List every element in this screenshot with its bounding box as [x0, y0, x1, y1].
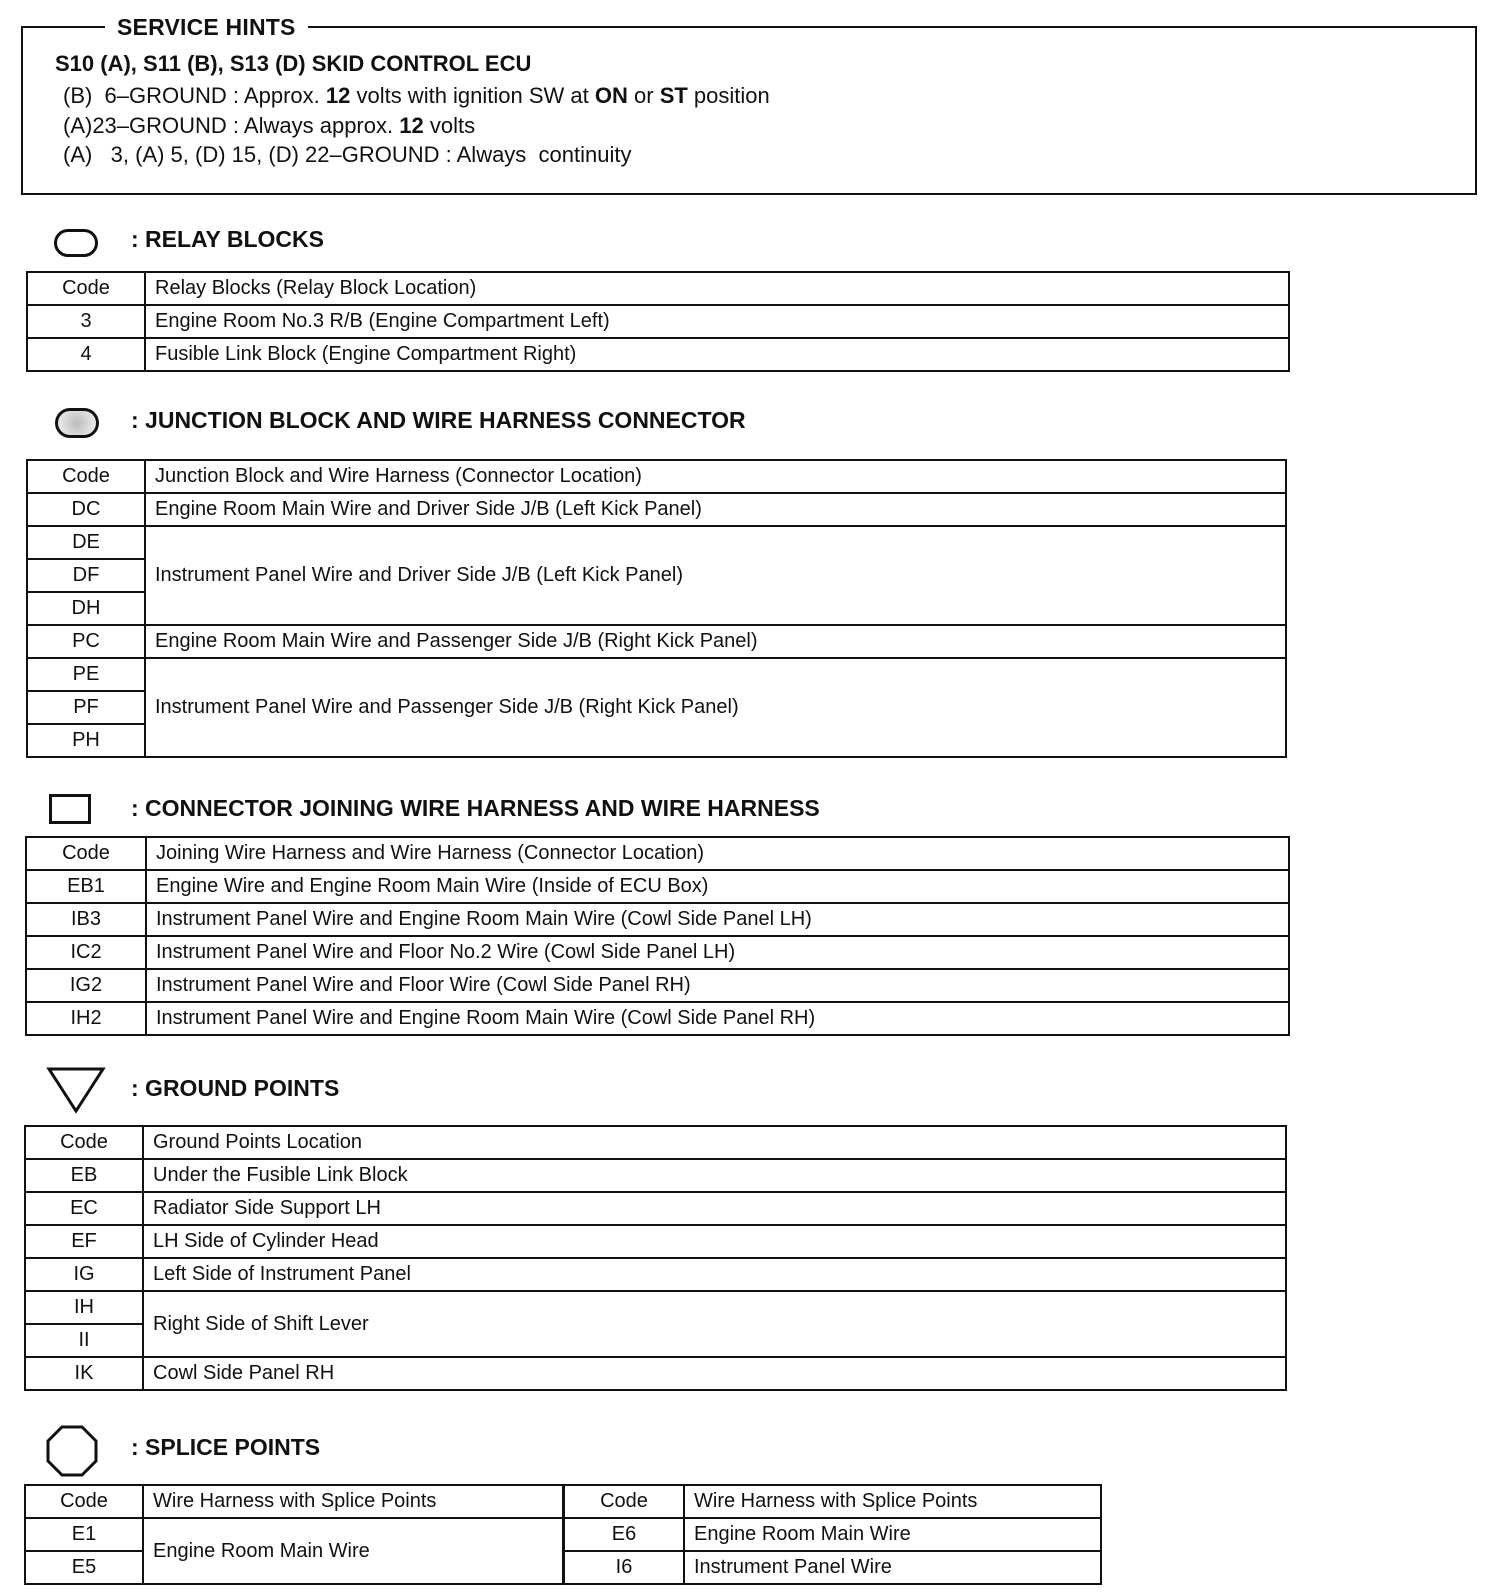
table-row	[25, 1225, 1286, 1258]
rounded-rectangle-icon	[54, 229, 98, 257]
table-row	[26, 903, 1289, 936]
code-header: Code	[27, 272, 145, 305]
wire-harness-cell: Engine Room Main Wire	[684, 1518, 1101, 1551]
table-header-row	[27, 460, 1286, 493]
code-cell: II	[25, 1324, 143, 1357]
octagon-icon	[45, 1424, 99, 1478]
code-cell: PC	[27, 625, 145, 658]
table-row	[25, 1159, 1286, 1192]
code-cell: E1	[25, 1518, 143, 1551]
table-row	[26, 936, 1289, 969]
code-cell: EB	[25, 1159, 143, 1192]
table-row	[27, 305, 1289, 338]
service-hints-title: S10 (A), S11 (B), S13 (D) SKID CONTROL ECU	[55, 51, 532, 76]
code-cell: DC	[27, 493, 145, 526]
table-row	[27, 493, 1286, 526]
service-hint-line-3: (A) 3, (A) 5, (D) 15, (D) 22–GROUND : Always continuity	[63, 142, 632, 167]
location-header: Ground Points Location	[143, 1126, 1286, 1159]
table-row	[564, 1551, 1101, 1584]
junction-block-table	[26, 459, 1287, 758]
code-header: Code	[27, 460, 145, 493]
table-row	[27, 658, 1286, 691]
table-header-row	[27, 272, 1289, 305]
code-cell: E6	[564, 1518, 684, 1551]
rectangle-icon	[49, 794, 91, 824]
code-header: Code	[564, 1485, 684, 1518]
code-header: Code	[25, 1126, 143, 1159]
connector-table	[25, 836, 1290, 1036]
table-header-row	[25, 1126, 1286, 1159]
service-hint-line-2: (A)23–GROUND : Always approx. 12 volts	[63, 113, 476, 138]
location-header: Relay Blocks (Relay Block Location)	[145, 272, 1289, 305]
table-row	[564, 1518, 1101, 1551]
wire-harness-header: Wire Harness with Splice Points	[684, 1485, 1101, 1518]
location-cell: Instrument Panel Wire and Floor Wire (Cowl Side Panel RH)	[146, 969, 1289, 1002]
location-cell: Engine Wire and Engine Room Main Wire (Inside of ECU Box)	[146, 870, 1289, 903]
shaded-rounded-rectangle-icon	[55, 408, 99, 438]
location-cell: Fusible Link Block (Engine Compartment Right)	[145, 338, 1289, 371]
code-cell: IH	[25, 1291, 143, 1324]
location-cell: Cowl Side Panel RH	[143, 1357, 1286, 1390]
splice-points-heading: : SPLICE POINTS	[131, 1434, 321, 1460]
code-cell: 4	[27, 338, 145, 371]
code-cell: PF	[27, 691, 145, 724]
code-cell: I6	[564, 1551, 684, 1584]
wire-harness-cell: Instrument Panel Wire	[684, 1551, 1101, 1584]
code-cell: 3	[27, 305, 145, 338]
code-cell: EF	[25, 1225, 143, 1258]
wire-harness-cell: Engine Room Main Wire	[143, 1518, 563, 1584]
location-header: Junction Block and Wire Harness (Connector Location)	[145, 460, 1286, 493]
table-row	[27, 625, 1286, 658]
location-cell: Engine Room Main Wire and Passenger Side J/B (Right Kick Panel)	[145, 625, 1286, 658]
location-cell: Instrument Panel Wire and Floor No.2 Wire (Cowl Side Panel LH)	[146, 936, 1289, 969]
location-cell: Engine Room No.3 R/B (Engine Compartment Left)	[145, 305, 1289, 338]
table-row	[26, 1002, 1289, 1035]
table-row	[26, 969, 1289, 1002]
code-cell: DH	[27, 592, 145, 625]
location-cell: Instrument Panel Wire and Engine Room Main Wire (Cowl Side Panel RH)	[146, 1002, 1289, 1035]
location-cell: Radiator Side Support LH	[143, 1192, 1286, 1225]
code-cell: EB1	[26, 870, 146, 903]
location-cell: Under the Fusible Link Block	[143, 1159, 1286, 1192]
service-hints-box	[21, 14, 1477, 195]
location-cell: Instrument Panel Wire and Driver Side J/B (Left Kick Panel)	[145, 526, 1286, 625]
table-row	[27, 526, 1286, 559]
location-cell: Left Side of Instrument Panel	[143, 1258, 1286, 1291]
location-cell: Engine Room Main Wire and Driver Side J/B (Left Kick Panel)	[145, 493, 1286, 526]
code-cell: PE	[27, 658, 145, 691]
code-cell: DF	[27, 559, 145, 592]
location-cell: Instrument Panel Wire and Passenger Side J/B (Right Kick Panel)	[145, 658, 1286, 757]
inverted-triangle-icon	[46, 1066, 106, 1114]
code-cell: E5	[25, 1551, 143, 1584]
service-hints-legend: SERVICE HINTS	[105, 14, 308, 41]
code-header: Code	[25, 1485, 143, 1518]
table-row	[25, 1192, 1286, 1225]
service-hint-line-1: (B) 6–GROUND : Approx. 12 volts with ignition SW at ON or ST position	[63, 83, 770, 108]
code-cell: IG	[25, 1258, 143, 1291]
table-row	[25, 1258, 1286, 1291]
location-cell: LH Side of Cylinder Head	[143, 1225, 1286, 1258]
junction-block-heading: : JUNCTION BLOCK AND WIRE HARNESS CONNECTOR	[131, 407, 746, 433]
table-header-row	[564, 1485, 1101, 1518]
table-row	[25, 1357, 1286, 1390]
table-header-row	[25, 1485, 563, 1518]
table-row	[25, 1291, 1286, 1324]
table-row	[26, 870, 1289, 903]
code-cell: DE	[27, 526, 145, 559]
code-cell: EC	[25, 1192, 143, 1225]
code-header: Code	[26, 837, 146, 870]
location-cell: Right Side of Shift Lever	[143, 1291, 1286, 1357]
table-header-row	[26, 837, 1289, 870]
location-cell: Instrument Panel Wire and Engine Room Main Wire (Cowl Side Panel LH)	[146, 903, 1289, 936]
relay-blocks-heading: : RELAY BLOCKS	[131, 226, 324, 252]
code-cell: PH	[27, 724, 145, 757]
table-row	[27, 338, 1289, 371]
table-row	[25, 1518, 563, 1551]
location-header: Joining Wire Harness and Wire Harness (Connector Location)	[146, 837, 1289, 870]
code-cell: IH2	[26, 1002, 146, 1035]
code-cell: IG2	[26, 969, 146, 1002]
splice-points-table-right	[563, 1484, 1102, 1585]
relay-blocks-table	[26, 271, 1290, 372]
code-cell: IB3	[26, 903, 146, 936]
wire-harness-header: Wire Harness with Splice Points	[143, 1485, 563, 1518]
ground-points-heading: : GROUND POINTS	[131, 1075, 340, 1101]
connector-heading: : CONNECTOR JOINING WIRE HARNESS AND WIRE HARNESS	[131, 795, 820, 821]
ground-points-table	[24, 1125, 1287, 1391]
splice-points-table-left	[24, 1484, 564, 1585]
code-cell: IC2	[26, 936, 146, 969]
code-cell: IK	[25, 1357, 143, 1390]
